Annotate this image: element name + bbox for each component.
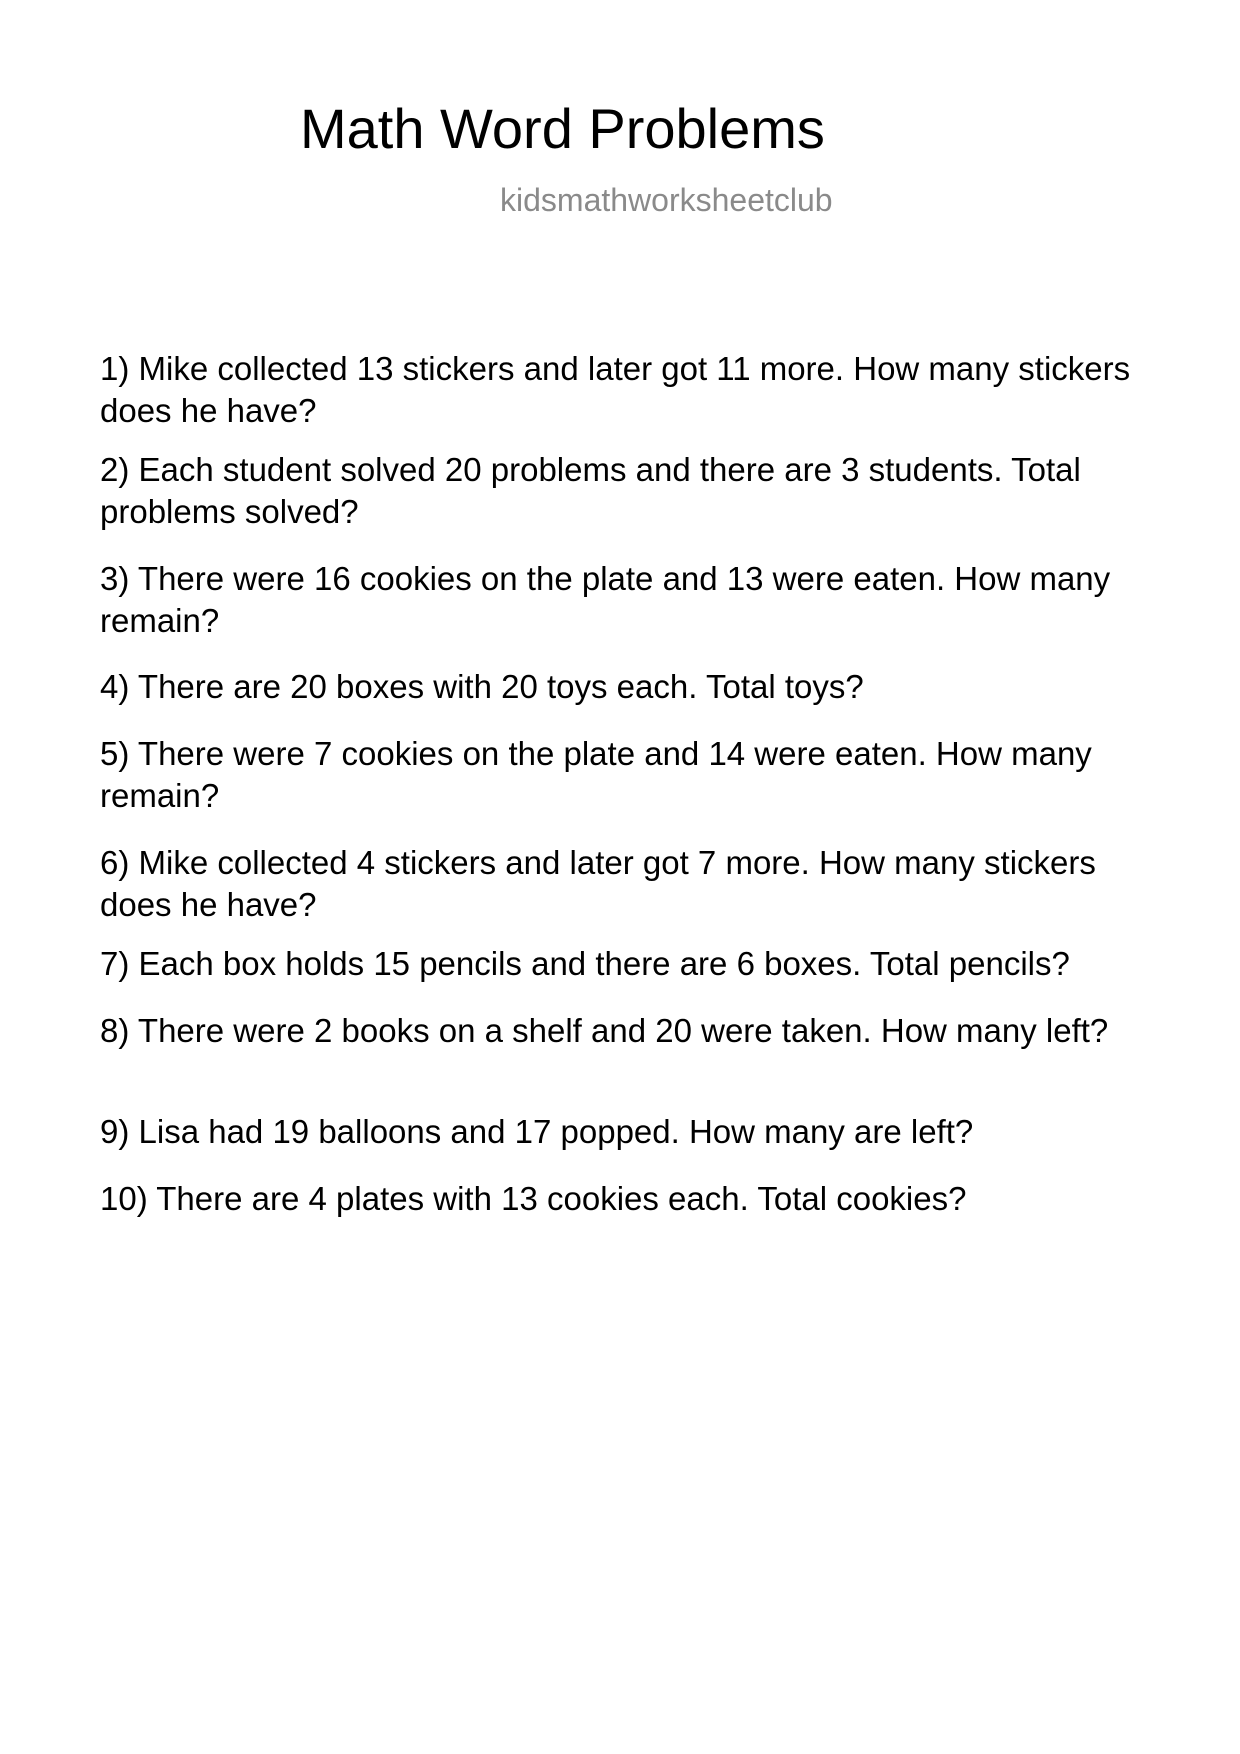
problem-item: 8) There were 2 books on a shelf and 20 were taken. How many left? [100, 1012, 1109, 1049]
problem-item: 4) There are 20 boxes with 20 toys each. Total toys? [100, 668, 864, 705]
problem-item: 6) Mike collected 4 stickers and later got 7 more. How many stickers does he have? [100, 844, 1096, 923]
problem-item: 9) Lisa had 19 balloons and 17 popped. How many are left? [100, 1113, 974, 1150]
problem-item: 7) Each box holds 15 pencils and there are 6 boxes. Total pencils? [100, 945, 1070, 982]
problem-item: 5) There were 7 cookies on the plate and 14 were eaten. How many remain? [100, 735, 1092, 814]
problem-item: 1) Mike collected 13 stickers and later got 11 more. How many stickers does he have? [100, 350, 1131, 429]
problem-item: 2) Each student solved 20 problems and there are 3 students. Total problems solved? [100, 451, 1081, 530]
worksheet-title: Math Word Problems [300, 97, 825, 160]
problem-item: 10) There are 4 plates with 13 cookies each. Total cookies? [100, 1180, 967, 1217]
worksheet-source: kidsmathworksheetclub [500, 182, 833, 218]
problem-item: 3) There were 16 cookies on the plate and 13 were eaten. How many remain? [100, 560, 1111, 639]
